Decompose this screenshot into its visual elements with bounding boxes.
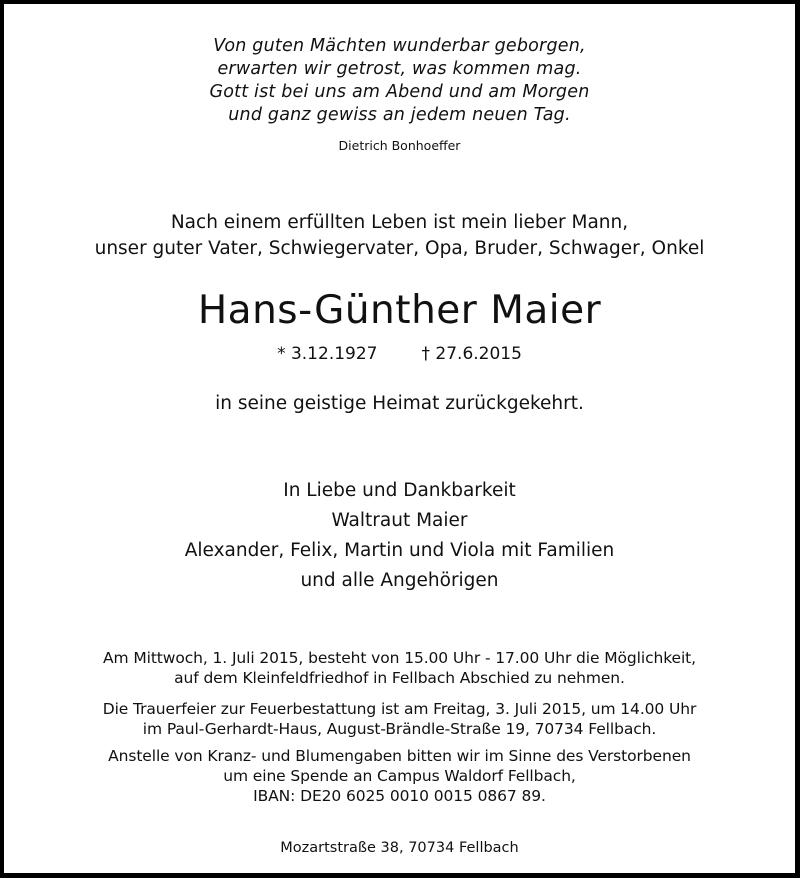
returned-text: in seine geistige Heimat zurückgekehrt. <box>215 393 584 414</box>
info-line: auf dem Kleinfeldfriedhof in Fellbach Abschied zu nehmen. <box>174 669 625 687</box>
life-dates <box>4 344 795 364</box>
intro-line: Nach einem erfüllten Leben ist mein lieber Mann, <box>170 212 629 233</box>
mourners-line: Alexander, Felix, Martin und Viola mit Familien <box>184 540 615 561</box>
intro-line: unser guter Vater, Schwiegervater, Opa, Bruder, Schwager, Onkel <box>94 238 705 259</box>
info-line: IBAN: DE20 6025 0010 0015 0867 89. <box>253 787 546 805</box>
poem-author: Dietrich Bonhoeffer <box>338 138 461 153</box>
mourners-line: Waltraut Maier <box>331 510 468 531</box>
info-line: im Paul-Gerhardt-Haus, August-Brändle-Straße 19, 70734 Fellbach. <box>142 720 657 738</box>
mourners-line: In Liebe und Dankbarkeit <box>283 480 516 501</box>
info-line: Anstelle von Kranz- und Blumengaben bitten wir im Sinne des Verstorbenen <box>108 747 691 765</box>
poem-line: und ganz gewiss an jedem neuen Tag. <box>228 105 571 125</box>
mourners-line: und alle Angehörigen <box>300 570 499 591</box>
family-address: Mozartstraße 38, 70734 Fellbach <box>280 840 519 856</box>
deceased-name: Hans-Günther Maier <box>197 288 602 333</box>
info-line: um eine Spende an Campus Waldorf Fellbach, <box>223 767 576 785</box>
info-line: Die Trauerfeier zur Feuerbestattung ist am Freitag, 3. Juli 2015, um 14.00 Uhr <box>102 700 697 718</box>
poem-line: Von guten Mächten wunderbar geborgen, <box>213 36 586 56</box>
birth-date: * 3.12.1927 <box>277 344 378 364</box>
poem-line: Gott ist bei uns am Abend und am Morgen <box>209 82 590 102</box>
poem-line: erwarten wir getrost, was kommen mag. <box>217 59 582 79</box>
death-date: † 27.6.2015 <box>421 344 522 364</box>
info-line: Am Mittwoch, 1. Juli 2015, besteht von 15.00 Uhr - 17.00 Uhr die Möglichkeit, <box>103 649 696 667</box>
